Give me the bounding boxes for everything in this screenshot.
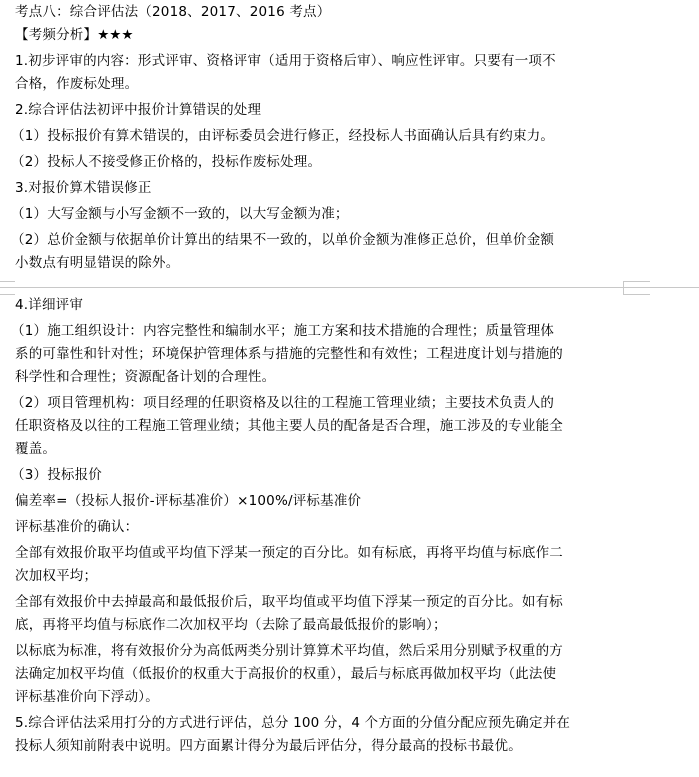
star-rating-icon: ★★★ — [97, 27, 134, 43]
section-title: 考点八：综合评估法（2018、2017、2016 考点） — [15, 4, 331, 20]
formula-line: 偏差率=（投标人报价-评标基准价）×100%/评标基准价 — [15, 493, 362, 509]
subheading: 2.综合评估法初评中报价计算错误的处理 — [15, 102, 262, 118]
paragraph-line: 全部有效报价中去掉最高和最低报价后，取平均值或平均值下浮某一预定的百分比。如有标 — [15, 594, 563, 610]
subheading: 3.对报价算术错误修正 — [15, 180, 152, 196]
paragraph-line: 法确定加权平均值（低报价的权重大于高报价的权重），最后与标底再做加权平均（此法使 — [15, 666, 557, 682]
paragraph-line: 合格，作废标处理。 — [15, 76, 139, 92]
subheading: （3）投标报价 — [11, 467, 102, 483]
frequency-label: 【考频分析】 — [15, 27, 98, 43]
paragraph-line: 评标基准价的确认： — [15, 519, 139, 535]
paragraph-line: 全部有效报价取平均值或平均值下浮某一预定的百分比。如有标底，再将平均值与标底作二 — [15, 545, 563, 561]
paragraph-line: 小数点有明显错误的除外。 — [15, 255, 180, 271]
document-page-top — [0, 0, 699, 288]
paragraph-line: 投标人须知前附表中说明。四方面累计得分为最后评估分，得分最高的投标书最优。 — [15, 738, 522, 754]
paragraph-line: 系的可靠性和针对性；环境保护管理体系与措施的完整性和有效性；工程进度计划与措施的 — [15, 346, 563, 362]
paragraph-line: （2）投标人不接受修正价格的，投标作废标处理。 — [11, 154, 322, 170]
page-break-divider — [0, 287, 699, 288]
paragraph-line: （2）总价金额与依据单价计算出的结果不一致的，以单价金额为准修正总价，但单价金额 — [11, 232, 555, 248]
paragraph-line: （1）大写金额与小写金额不一致的，以大写金额为准； — [11, 206, 349, 222]
right-margin-corner-icon — [623, 281, 650, 295]
subheading: 5.综合评估法采用打分的方式进行评估，总分 100 分，4 个方面的分值分配应预先确定并在 — [15, 715, 571, 731]
paragraph-line: 任职资格及以往的工程施工管理业绩；其他主要人员的配备是否合理，施工涉及的专业能全 — [15, 418, 563, 434]
paragraph-line: 1.初步评审的内容：形式评审、资格评审（适用于资格后审）、响应性评审。只要有一项不 — [15, 53, 556, 69]
paragraph-line: 覆盖。 — [15, 441, 57, 457]
paragraph-line: （1）投标报价有算术错误的，由评标委员会进行修正，经投标人书面确认后具有约束力。 — [11, 128, 555, 144]
paragraph-line: 评标基准价向下浮动）。 — [15, 689, 159, 705]
paragraph-line: 底，再将平均值与标底作二次加权平均（去除了最高最低报价的影响）； — [15, 617, 447, 633]
left-margin-corner-icon — [0, 281, 15, 295]
paragraph-line: 科学性和合理性；资源配备计划的合理性。 — [15, 369, 276, 385]
paragraph-line: 次加权平均； — [15, 568, 98, 584]
subheading: 4.详细评审 — [15, 297, 84, 313]
paragraph-line: （2）项目管理机构：项目经理的任职资格及以往的工程施工管理业绩；主要技术负责人的 — [11, 395, 555, 411]
paragraph-line: 以标底为标准，将有效报价分为高低两类分别计算算术平均值，然后采用分别赋予权重的方 — [15, 643, 563, 659]
paragraph-line: （1）施工组织设计：内容完整性和编制水平；施工方案和技术措施的合理性；质量管理体 — [11, 323, 555, 339]
frequency-analysis — [15, 26, 134, 44]
